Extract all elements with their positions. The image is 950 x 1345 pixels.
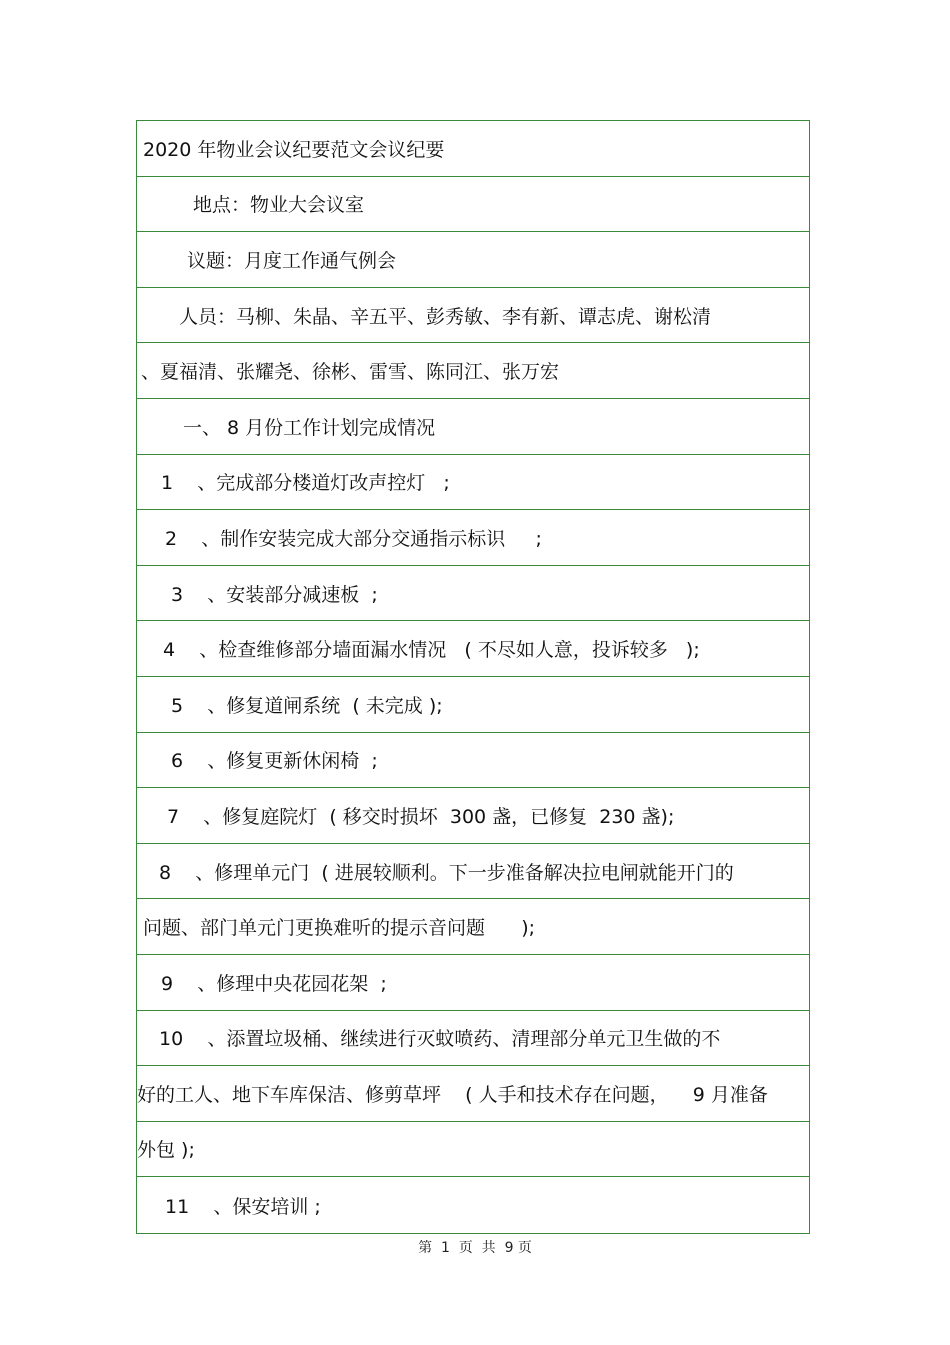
document-line-text: 9 、修理中央花园花架 ; — [161, 972, 387, 995]
document-line — [137, 288, 809, 344]
document-line-text: 6 、修复更新休闲椅 ; — [171, 750, 378, 773]
document-line — [137, 121, 809, 177]
document-line — [137, 677, 809, 733]
document-line — [137, 1122, 809, 1178]
document-line — [137, 844, 809, 900]
document-line — [137, 399, 809, 455]
document-line — [137, 232, 809, 288]
document-line — [137, 788, 809, 844]
document-line-text: 、夏福清、张耀尧、徐彬、雷雪、陈同江、张万宏 — [141, 361, 560, 384]
document-line-text: 地点：物业大会议室 — [193, 194, 365, 217]
document-line-text: 11 、保安培训 ; — [165, 1195, 321, 1218]
document-line — [137, 955, 809, 1011]
document-line-text: 2020 年物业会议纪要范文会议纪要 — [143, 138, 445, 161]
document-frame — [136, 120, 810, 1234]
document-line — [137, 177, 809, 233]
document-line-text: 3 、安装部分减速板 ; — [171, 583, 378, 606]
document-line — [137, 621, 809, 677]
document-line — [137, 510, 809, 566]
document-line-text: 1 、完成部分楼道灯改声控灯 ; — [161, 472, 450, 495]
document-line — [137, 455, 809, 511]
document-line-text: 好的工人、地下车库保洁、修剪草坪 ( 人手和技术存在问题， 9 月准备 — [137, 1083, 768, 1106]
page-footer: 第 1 页 共 9 页 — [418, 1240, 532, 1256]
document-line-text: 人员：马柳、朱晶、辛五平、彭秀敏、李有新、谭志虎、谢松清 — [179, 305, 712, 328]
document-line-text: 7 、修复庭院灯 ( 移交时损坏 300 盏，已修复 230 盏); — [167, 805, 675, 828]
document-line-text: 4 、检查维修部分墙面漏水情况 ( 不尽如人意，投诉较多 ); — [163, 639, 700, 662]
document-line — [137, 1011, 809, 1067]
document-line — [137, 899, 809, 955]
document-line-text: 一、 8 月份工作计划完成情况 — [183, 416, 436, 439]
document-line — [137, 733, 809, 789]
document-line-text: 议题：月度工作通气例会 — [187, 249, 397, 272]
document-line-text: 8 、修理单元门 ( 进展较顺利。下一步准备解决拉电闸就能开门的 — [159, 861, 734, 884]
document-line-text: 问题、部门单元门更换难听的提示音问题 ); — [143, 917, 536, 940]
document-line-text: 2 、制作安装完成大部分交通指示标识 ; — [165, 527, 542, 550]
document-line-text: 5 、修复道闸系统 ( 未完成 ); — [171, 694, 443, 717]
document-line-text: 10 、添置垃圾桶、继续进行灭蚊喷药、清理部分单元卫生做的不 — [159, 1028, 721, 1051]
document-line — [137, 1066, 809, 1122]
document-line — [137, 343, 809, 399]
document-line — [137, 566, 809, 622]
document-line-text: 外包 ); — [137, 1139, 195, 1162]
document-line — [137, 1177, 809, 1233]
